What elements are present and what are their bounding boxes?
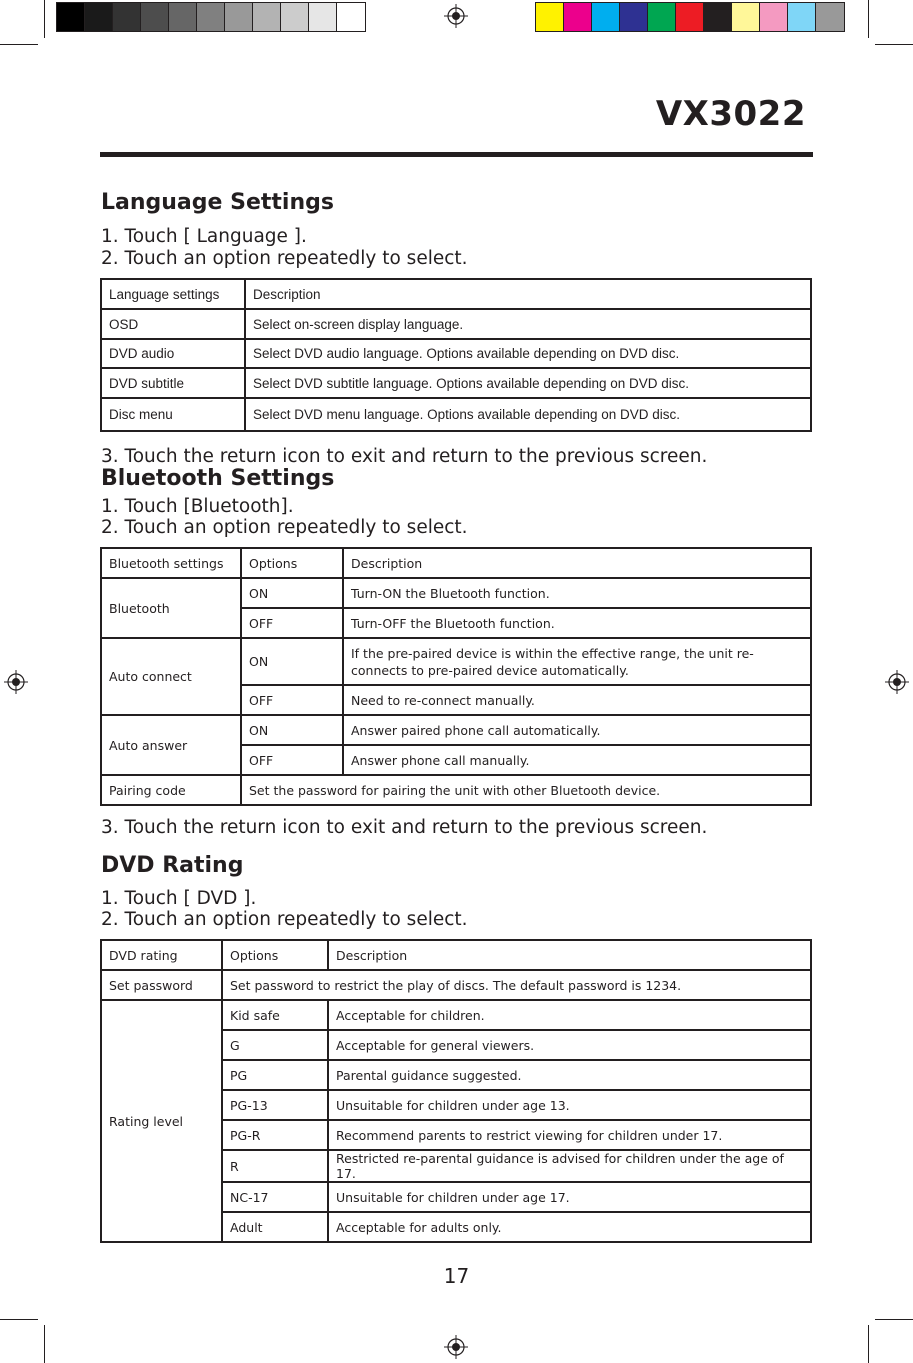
bluetooth-settings-heading: Bluetooth Settings bbox=[101, 466, 335, 491]
color-swatch bbox=[676, 3, 704, 31]
table-cell: PG-R bbox=[222, 1120, 328, 1150]
table-cell: DVD subtitle bbox=[101, 368, 245, 398]
color-swatch bbox=[592, 3, 620, 31]
table-cell: Select DVD audio language. Options available depending on DVD disc. bbox=[245, 339, 811, 368]
color-swatch bbox=[648, 3, 676, 31]
table-cell: If the pre-paired device is within the effective range, the unit re-connects to pre-paired device automatically. bbox=[343, 638, 811, 685]
crop-mark bbox=[44, 0, 45, 38]
table-header-cell: Options bbox=[241, 548, 343, 578]
crop-mark bbox=[868, 1325, 869, 1363]
gray-swatch bbox=[225, 3, 253, 31]
table-cell: Acceptable for adults only. bbox=[328, 1212, 811, 1242]
table-cell: Set password to restrict the play of discs. The default password is 1234. bbox=[222, 970, 811, 1000]
table-cell: Auto connect bbox=[101, 638, 241, 715]
table-cell: Select DVD menu language. Options available depending on DVD disc. bbox=[245, 398, 811, 431]
gray-swatch bbox=[309, 3, 337, 31]
registration-mark-icon bbox=[444, 4, 468, 28]
color-swatch bbox=[732, 3, 760, 31]
table-cell: R bbox=[222, 1150, 328, 1182]
table-row bbox=[101, 715, 811, 745]
page-number: 17 bbox=[443, 1264, 470, 1288]
crop-mark bbox=[868, 0, 869, 38]
language-step-2: 2. Touch an option repeatedly to select. bbox=[101, 248, 468, 269]
table-row bbox=[101, 368, 811, 398]
table-cell: Turn-ON the Bluetooth function. bbox=[343, 578, 811, 608]
language-step-1: 1. Touch [ Language ]. bbox=[101, 226, 307, 247]
color-swatch bbox=[620, 3, 648, 31]
crop-mark bbox=[44, 1325, 45, 1363]
table-cell: PG bbox=[222, 1060, 328, 1090]
table-row bbox=[101, 309, 811, 339]
table-cell: Adult bbox=[222, 1212, 328, 1242]
crop-mark bbox=[0, 44, 38, 45]
table-header-cell: Description bbox=[343, 548, 811, 578]
bluetooth-step-3: 3. Touch the return icon to exit and return to the previous screen. bbox=[101, 817, 708, 838]
language-step-3: 3. Touch the return icon to exit and return to the previous screen. bbox=[101, 446, 708, 467]
table-cell: Restricted re-parental guidance is advised for children under the age of 17. bbox=[328, 1150, 811, 1182]
dvd-rating-table bbox=[100, 939, 812, 1243]
table-cell: Kid safe bbox=[222, 1000, 328, 1030]
gray-swatch bbox=[85, 3, 113, 31]
bluetooth-step-1: 1. Touch [Bluetooth]. bbox=[101, 496, 294, 517]
table-cell: NC-17 bbox=[222, 1182, 328, 1212]
table-header-cell: Description bbox=[328, 940, 811, 970]
table-cell: Acceptable for general viewers. bbox=[328, 1030, 811, 1060]
crop-mark bbox=[875, 1319, 913, 1320]
table-cell: ON bbox=[241, 578, 343, 608]
table-cell: Set the password for pairing the unit with other Bluetooth device. bbox=[241, 775, 811, 805]
crop-mark bbox=[875, 44, 913, 45]
table-cell: Parental guidance suggested. bbox=[328, 1060, 811, 1090]
table-header-cell: Description bbox=[245, 279, 811, 309]
table-cell: Pairing code bbox=[101, 775, 241, 805]
table-header-row bbox=[101, 279, 811, 309]
table-cell: Recommend parents to restrict viewing for children under 17. bbox=[328, 1120, 811, 1150]
table-cell: ON bbox=[241, 638, 343, 685]
table-cell: Answer phone call manually. bbox=[343, 745, 811, 775]
table-row bbox=[101, 970, 811, 1000]
table-header-cell: Bluetooth settings bbox=[101, 548, 241, 578]
gray-swatch bbox=[253, 3, 281, 31]
table-cell: ON bbox=[241, 715, 343, 745]
model-title: VX3022 bbox=[655, 94, 806, 134]
table-cell: Answer paired phone call automatically. bbox=[343, 715, 811, 745]
table-cell: OSD bbox=[101, 309, 245, 339]
table-header-cell: DVD rating bbox=[101, 940, 222, 970]
language-settings-table bbox=[100, 278, 812, 432]
language-settings-heading: Language Settings bbox=[101, 190, 334, 215]
gray-swatch bbox=[169, 3, 197, 31]
color-swatch bbox=[816, 3, 844, 31]
dvd-step-2: 2. Touch an option repeatedly to select. bbox=[101, 909, 468, 930]
table-row bbox=[101, 578, 811, 608]
table-cell: Acceptable for children. bbox=[328, 1000, 811, 1030]
gray-swatch bbox=[197, 3, 225, 31]
header-rule bbox=[100, 152, 813, 157]
table-cell: Disc menu bbox=[101, 398, 245, 431]
table-cell: Rating level bbox=[101, 1000, 222, 1242]
dvd-step-1: 1. Touch [ DVD ]. bbox=[101, 888, 257, 909]
table-header-cell: Language settings bbox=[101, 279, 245, 309]
registration-mark-icon bbox=[444, 1335, 468, 1359]
color-swatch bbox=[760, 3, 788, 31]
table-row bbox=[101, 775, 811, 805]
gray-swatch bbox=[281, 3, 309, 31]
registration-mark-icon bbox=[4, 670, 28, 694]
table-cell: Need to re-connect manually. bbox=[343, 685, 811, 715]
table-row bbox=[101, 339, 811, 368]
table-cell: OFF bbox=[241, 745, 343, 775]
registration-mark-icon bbox=[885, 670, 909, 694]
color-swatch bbox=[788, 3, 816, 31]
table-cell: Unsuitable for children under age 17. bbox=[328, 1182, 811, 1212]
grayscale-color-bar bbox=[56, 2, 366, 32]
table-cell: Select on-screen display language. bbox=[245, 309, 811, 339]
table-cell: G bbox=[222, 1030, 328, 1060]
table-header-cell: Options bbox=[222, 940, 328, 970]
color-swatch bbox=[564, 3, 592, 31]
gray-swatch bbox=[57, 3, 85, 31]
table-cell: Set password bbox=[101, 970, 222, 1000]
gray-swatch bbox=[141, 3, 169, 31]
table-cell: PG-13 bbox=[222, 1090, 328, 1120]
table-cell: OFF bbox=[241, 685, 343, 715]
bluetooth-step-2: 2. Touch an option repeatedly to select. bbox=[101, 517, 468, 538]
table-header-row bbox=[101, 940, 811, 970]
table-cell: Turn-OFF the Bluetooth function. bbox=[343, 608, 811, 638]
table-cell: OFF bbox=[241, 608, 343, 638]
dvd-rating-heading: DVD Rating bbox=[101, 853, 244, 878]
bluetooth-settings-table bbox=[100, 547, 812, 806]
gray-swatch bbox=[337, 3, 365, 31]
color-swatch bbox=[536, 3, 564, 31]
process-color-bar bbox=[535, 2, 845, 32]
gray-swatch bbox=[113, 3, 141, 31]
crop-mark bbox=[0, 1319, 38, 1320]
table-cell: DVD audio bbox=[101, 339, 245, 368]
table-row bbox=[101, 1000, 811, 1030]
table-cell: Select DVD subtitle language. Options available depending on DVD disc. bbox=[245, 368, 811, 398]
color-swatch bbox=[704, 3, 732, 31]
table-header-row bbox=[101, 548, 811, 578]
table-row bbox=[101, 638, 811, 685]
table-cell: Bluetooth bbox=[101, 578, 241, 638]
table-cell: Auto answer bbox=[101, 715, 241, 775]
table-row bbox=[101, 398, 811, 431]
table-cell: Unsuitable for children under age 13. bbox=[328, 1090, 811, 1120]
